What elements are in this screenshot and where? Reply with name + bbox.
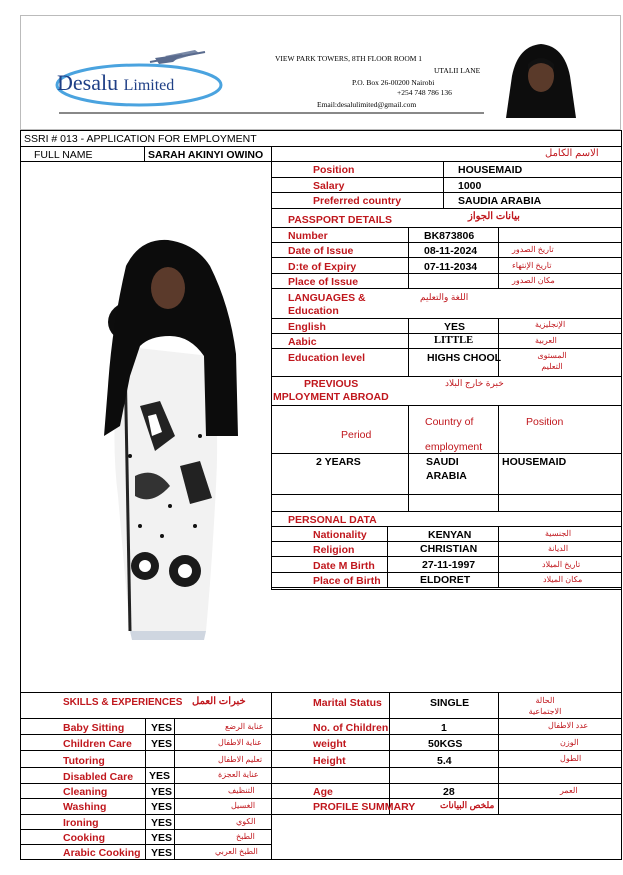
salary-label: Salary: [313, 180, 345, 192]
skill-children-care-label: Children Care: [63, 738, 132, 750]
nationality-arabic: الجنسية: [545, 529, 572, 538]
expiry-date-label: D:te of Expiry: [288, 261, 357, 273]
age-value: 28: [443, 786, 455, 798]
education-level-arabic: المستوى التعليم: [537, 351, 567, 371]
passport-heading: PASSPORT DETAILS: [288, 214, 393, 226]
skill-arabic-cooking-value: YES: [151, 847, 173, 859]
issue-date-arabic: تاريخ الصدور: [512, 245, 554, 254]
expiry-date-value: 07-11-2034: [424, 261, 478, 273]
country-column-header: Country of: [425, 416, 474, 428]
passport-number-value: BK873806: [424, 230, 475, 242]
applicant-full-photo: [100, 236, 240, 660]
skill-baby-sitting-value: YES: [151, 722, 173, 734]
skill-washing-arabic: الغسيل: [231, 801, 256, 810]
height-value: 5.4: [437, 755, 452, 767]
height-arabic: الطول: [560, 754, 582, 763]
country-value: SAUDI: [426, 456, 459, 468]
company-name: Desalu: [57, 70, 119, 95]
company-name-sub: Limited: [123, 77, 175, 94]
company-logo: [55, 48, 230, 108]
skill-disabled-care-value: YES: [149, 770, 171, 782]
full-name-label: FULL NAME: [34, 149, 93, 161]
place-of-birth-arabic: مكان الميلاد: [543, 575, 583, 584]
date-of-birth-value: 27-11-1997: [422, 559, 476, 571]
education-level-label: Education level: [288, 352, 366, 364]
religion-value: CHRISTIAN: [420, 543, 478, 555]
full-name-arabic: الاسم الكامل: [545, 148, 599, 159]
marital-status-arabic: الحالة الاجتماعية: [528, 696, 562, 716]
arabic-value: LITTLE: [434, 335, 474, 346]
english-label: English: [288, 321, 326, 333]
previous-heading-2: MPLOYMENT ABROAD: [273, 391, 389, 403]
company-address-2: UTALII LANE: [434, 66, 481, 75]
languages-heading-arabic: اللغة والتعليم: [420, 292, 469, 302]
skill-ironing-value: YES: [151, 817, 173, 829]
skill-cleaning-value: YES: [151, 786, 173, 798]
date-of-birth-arabic: تاريخ الميلاد: [542, 560, 581, 569]
company-phone: +254 748 786 136: [397, 88, 452, 97]
education-level-value: HIGHS CHOOL: [427, 352, 502, 364]
skills-heading-arabic: خبرات العمل: [192, 696, 246, 707]
header-rule: [59, 112, 484, 114]
place-of-issue-arabic: مكان الصدور: [512, 276, 555, 285]
arabic-arabic: العربية: [535, 336, 557, 345]
skill-arabic-cooking-label: Arabic Cooking: [63, 847, 141, 859]
skill-tutoring-arabic: تعليم الاطفال: [218, 755, 263, 764]
country-column-header-2: employment: [425, 441, 483, 453]
passport-number-label: Number: [288, 230, 328, 242]
skill-children-care-value: YES: [151, 738, 173, 750]
skill-ironing-arabic: الكوي: [236, 817, 256, 826]
profile-summary-label: PROFILE SUMMARY: [313, 801, 416, 813]
skill-washing-value: YES: [151, 801, 173, 813]
skill-cooking-label: Cooking: [63, 832, 105, 844]
religion-label: Religion: [313, 544, 355, 556]
arabic-label: Aabic: [288, 336, 317, 348]
skill-cooking-value: YES: [151, 832, 173, 844]
date-of-birth-label: Date M Birth: [313, 560, 375, 572]
skill-disabled-care-label: Disabled Care: [63, 771, 134, 783]
skill-washing-label: Washing: [63, 801, 107, 813]
previous-heading: PREVIOUS: [304, 378, 359, 390]
children-count-value: 1: [441, 722, 447, 734]
position-value: HOUSEMAID: [458, 164, 523, 176]
issue-date-value: 08-11-2024: [424, 245, 478, 257]
skill-arabic-cooking-arabic: الطبخ العربي: [215, 847, 258, 856]
skills-heading: SKILLS & EXPERIENCES: [63, 697, 183, 708]
skill-children-care-arabic: عناية الاطفال: [218, 738, 262, 747]
weight-value: 50KGS: [428, 738, 463, 750]
country-value-2: ARABIA: [426, 470, 467, 482]
full-name-value: SARAH AKINYI OWINO: [148, 149, 264, 161]
skill-ironing-label: Ironing: [63, 817, 99, 829]
skill-baby-sitting-label: Baby Sitting: [63, 722, 125, 734]
form-title: SSRI # 013 - APPLICATION FOR EMPLOYMENT: [24, 133, 257, 145]
skill-disabled-care-arabic: عناية العجزة: [218, 770, 259, 779]
company-address-1: VIEW PARK TOWERS, 8TH FLOOR ROOM 1: [275, 54, 423, 63]
skill-cooking-arabic: الطبخ: [236, 832, 255, 841]
weight-label: weight: [313, 738, 347, 750]
height-label: Height: [313, 755, 346, 767]
company-email: Email:desalulimited@gmail.com: [317, 100, 417, 109]
period-value: 2 YEARS: [316, 456, 361, 468]
place-of-birth-value: ELDORET: [420, 574, 471, 586]
skill-cleaning-arabic: التنظيف: [228, 786, 255, 795]
period-column-header: Period: [341, 429, 372, 441]
passport-heading-arabic: بيانات الجواز: [468, 211, 520, 222]
age-arabic: العمر: [560, 786, 578, 795]
weight-arabic: الوزن: [560, 738, 579, 747]
children-count-label: No. of Children: [313, 722, 389, 734]
previous-position-value: HOUSEMAID: [502, 456, 567, 468]
place-of-issue-label: Place of Issue: [288, 276, 359, 288]
passport-photo: [498, 40, 584, 118]
preferred-country-label: Preferred country: [313, 195, 402, 207]
place-of-birth-label: Place of Birth: [313, 575, 381, 587]
nationality-value: KENYAN: [428, 529, 472, 541]
position-label: Position: [313, 164, 355, 176]
preferred-country-value: SAUDIA ARABIA: [458, 195, 542, 207]
skill-cleaning-label: Cleaning: [63, 786, 108, 798]
company-address-3: P.O. Box 26-00200 Nairobi: [352, 78, 435, 87]
personal-heading: PERSONAL DATA: [288, 514, 377, 526]
languages-heading: LANGUAGES &: [288, 292, 366, 304]
english-arabic: الإنجليزية: [535, 320, 566, 329]
english-value: YES: [444, 321, 466, 333]
age-label: Age: [313, 786, 333, 798]
education-heading: Education: [288, 305, 339, 317]
skill-baby-sitting-arabic: عناية الرضع: [225, 722, 264, 731]
previous-heading-arabic: خبرة خارج البلاد: [445, 378, 504, 388]
issue-date-label: Date of Issue: [288, 245, 354, 257]
religion-arabic: الديانة: [548, 544, 569, 553]
position-column-header: Position: [526, 416, 564, 428]
expiry-date-arabic: تاريخ الإنتهاء: [512, 261, 552, 270]
salary-value: 1000: [458, 180, 482, 192]
nationality-label: Nationality: [313, 529, 367, 541]
skill-tutoring-label: Tutoring: [63, 755, 105, 767]
children-count-arabic: عدد الاطفال: [548, 721, 589, 730]
marital-status-value: SINGLE: [430, 697, 470, 709]
marital-status-label: Marital Status: [313, 697, 382, 709]
profile-summary-arabic: ملخص البيانات: [440, 800, 495, 810]
